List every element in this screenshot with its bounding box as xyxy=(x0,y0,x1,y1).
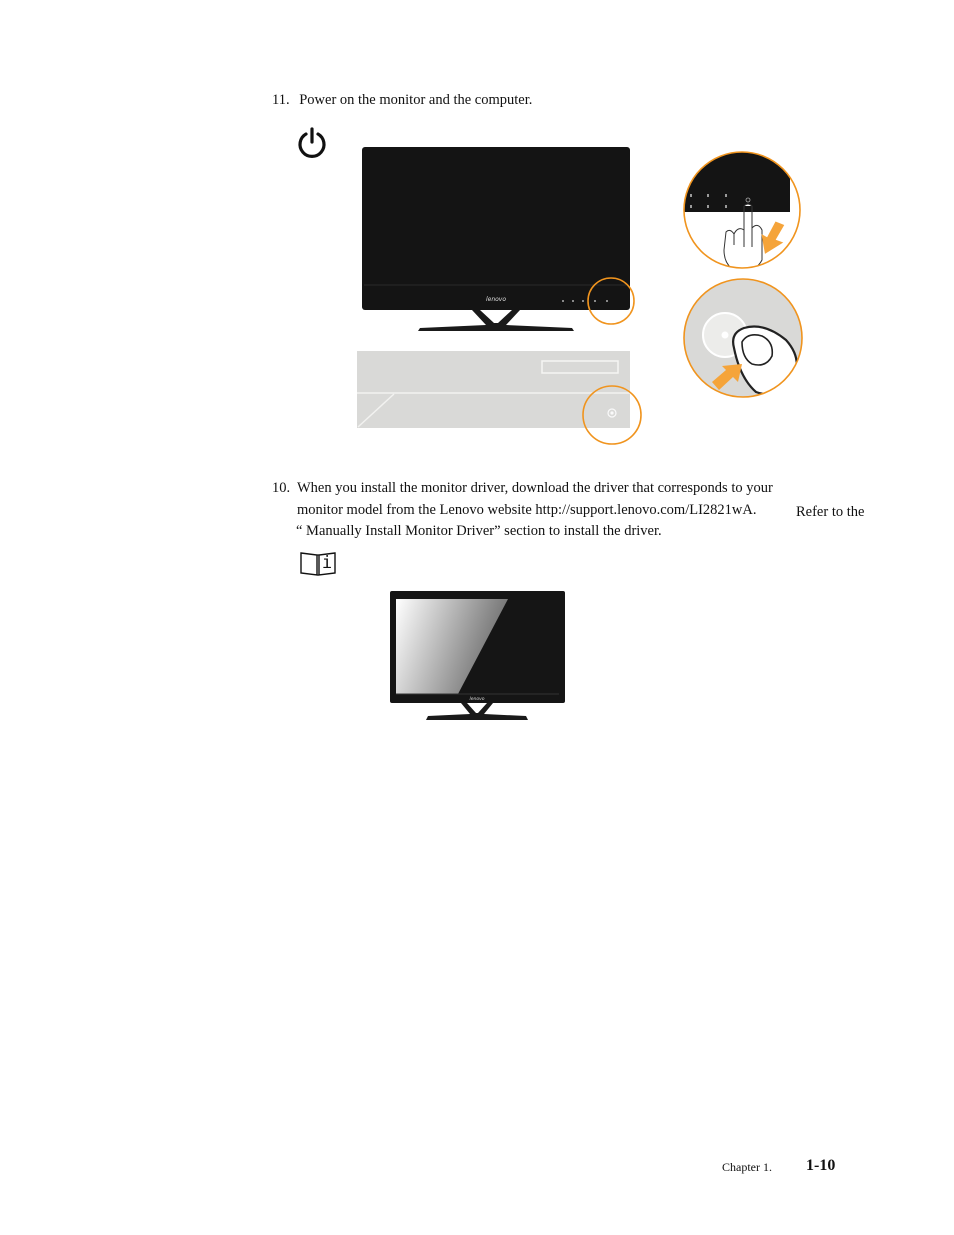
monitor-illustration xyxy=(388,589,568,723)
monitor-brand-logo: lenovo xyxy=(485,296,507,303)
step-text: Power on the monitor and the computer. xyxy=(299,92,533,108)
info-letter: i xyxy=(321,553,333,573)
footer-page-number: 1-10 xyxy=(806,1157,836,1174)
step-text-line-2: monitor model from the Lenovo website http://support.lenovo.com/LI2821wA. xyxy=(297,501,757,518)
step-number: 10. xyxy=(272,480,291,496)
step-text-line-2b: Refer to the xyxy=(796,503,865,520)
step-text-line-1: When you install the monitor driver, download the driver that corresponds to your xyxy=(297,480,773,496)
step-10 xyxy=(272,478,892,543)
monitor-body xyxy=(362,147,630,310)
monitor-stand xyxy=(418,310,574,331)
power-icon xyxy=(296,127,328,159)
step-11 xyxy=(272,90,532,112)
info-book-icon xyxy=(300,551,336,576)
computer-button-press-detail xyxy=(682,278,804,400)
monitor-stand xyxy=(426,703,528,720)
footer-chapter: Chapter 1. xyxy=(722,1160,772,1174)
computer-case xyxy=(357,351,630,428)
monitor-and-computer-illustration xyxy=(354,140,649,450)
monitor-brand-logo: lenovo xyxy=(469,697,485,702)
step-text-line-3: “ Manually Install Monitor Driver” section to install the driver. xyxy=(296,523,662,539)
step-number: 11. xyxy=(272,92,290,108)
monitor-button-press-detail xyxy=(682,150,804,272)
